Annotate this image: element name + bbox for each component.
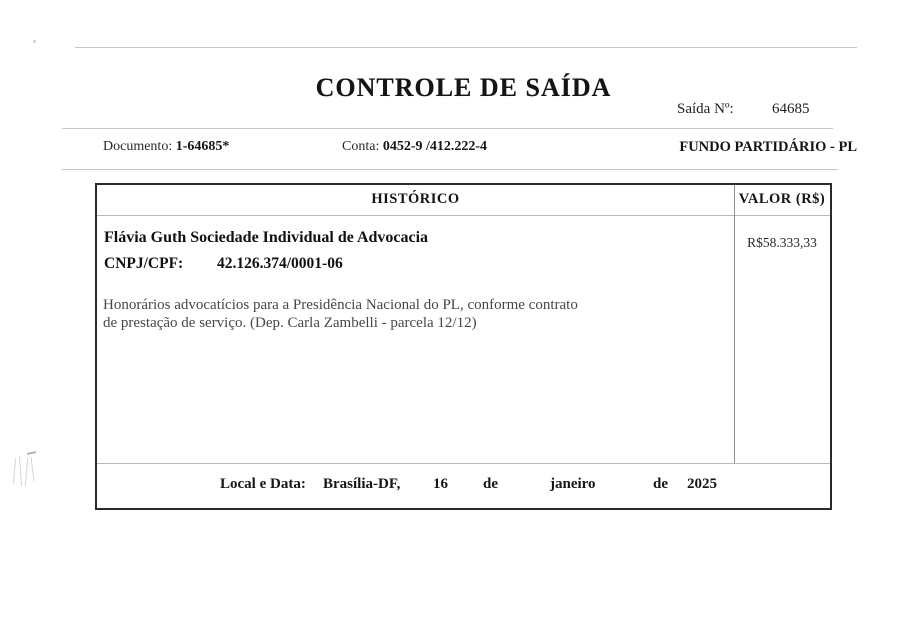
historico-column-header: HISTÓRICO <box>371 191 460 207</box>
cnpj-label: CNPJ/CPF: <box>104 255 184 272</box>
payment-description <box>103 297 763 332</box>
saida-number-value: 64685 <box>772 101 810 117</box>
conta-label: Conta: <box>342 139 380 154</box>
header-divider-rule-top <box>62 128 833 129</box>
conta-value: 0452-9 /412.222-4 <box>382 139 488 154</box>
documento-field <box>103 139 229 155</box>
city-value: Brasília-DF, <box>323 476 401 492</box>
description-line-2: de prestação de serviço. (Dep. Carla Zambelli - parcela 12/12) <box>103 314 477 331</box>
conta-field <box>342 139 487 155</box>
local-data-label: Local e Data: <box>220 476 306 492</box>
month-value: janeiro <box>550 476 596 492</box>
year-value: 2025 <box>687 476 717 492</box>
valor-amount: R$58.333,33 <box>747 235 817 250</box>
fund-name: FUNDO PARTIDÁRIO - PL <box>679 139 857 155</box>
documento-value: 1-64685* <box>175 139 230 154</box>
valor-column-header: VALOR (R$) <box>738 191 826 207</box>
local-data-row <box>97 463 830 510</box>
saida-number-label: Saída Nº: <box>677 101 734 117</box>
document-title: CONTROLE DE SAÍDA <box>315 73 612 102</box>
description-line-1: Honorários advocatícios para a Presidência Nacional do PL, conforme contrato <box>103 297 578 313</box>
de-word-1: de <box>483 476 498 492</box>
cnpj-value: 42.126.374/0001-06 <box>217 255 343 272</box>
controle-table <box>95 183 832 510</box>
documento-label: Documento: <box>103 139 173 154</box>
table-header-divider <box>97 215 830 216</box>
header-divider-rule-bottom <box>62 169 838 170</box>
scan-smudge-artifact <box>8 448 44 492</box>
scan-speck <box>33 40 36 43</box>
day-value: 16 <box>433 476 448 492</box>
payee-name: Flávia Guth Sociedade Individual de Advocacia <box>104 229 429 246</box>
top-divider-rule <box>75 47 857 48</box>
de-word-2: de <box>653 476 668 492</box>
